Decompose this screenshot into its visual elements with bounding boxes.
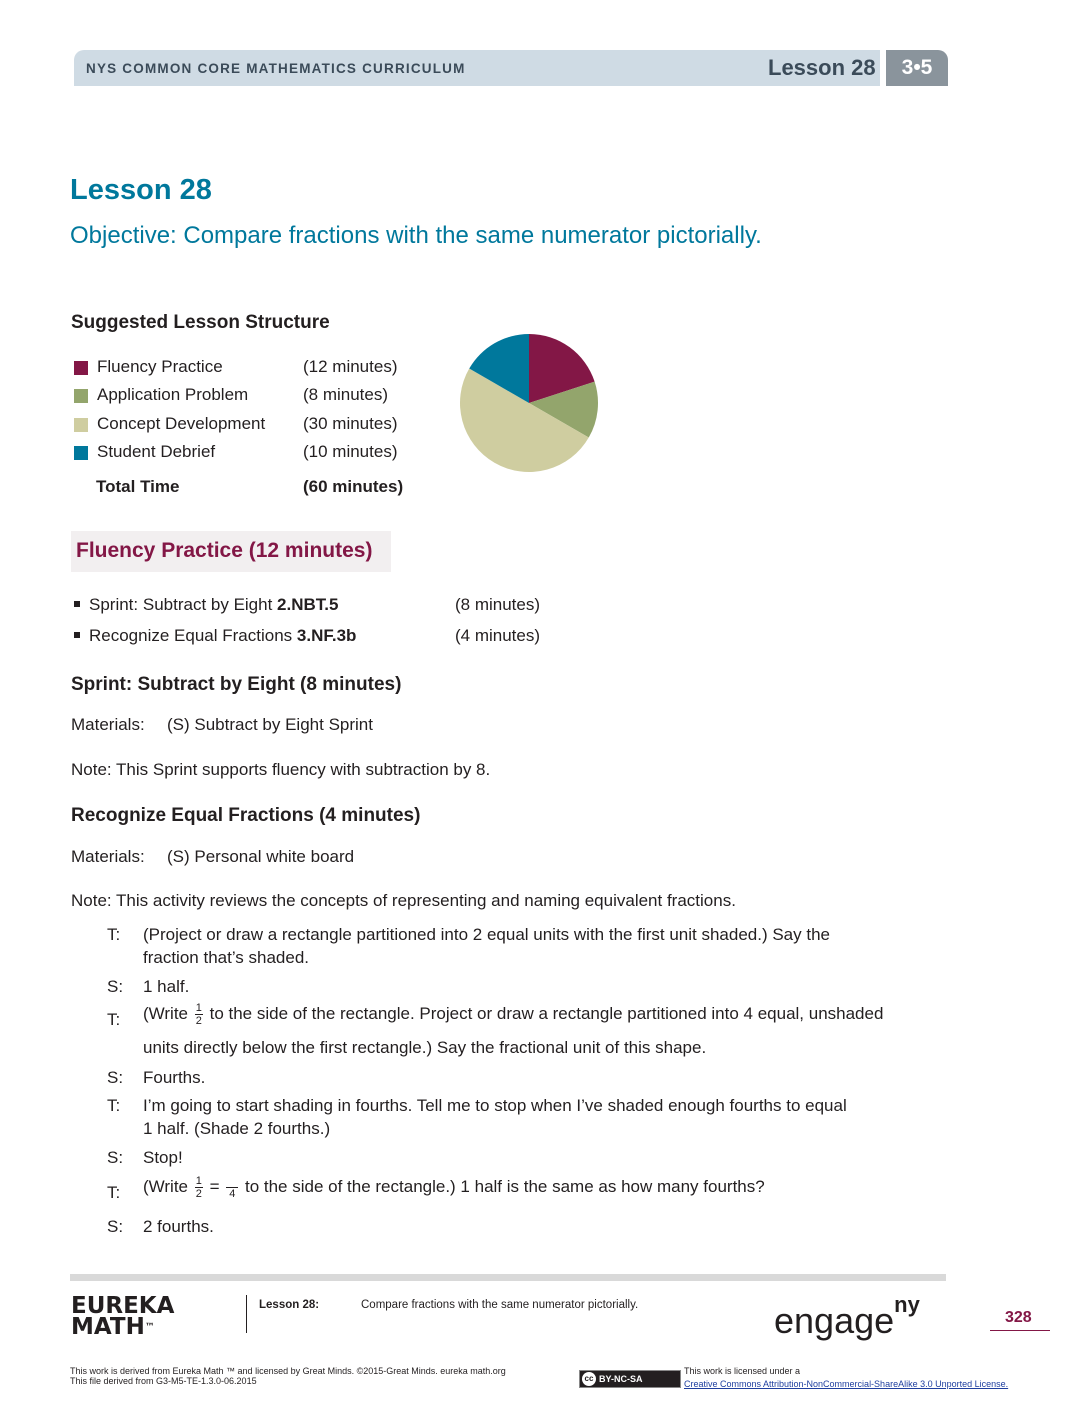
fraction-blank — [226, 1175, 238, 1200]
fluency-item-code: 3.NF.3b — [296, 626, 357, 645]
credit-line: This work is derived from Eureka Math ™ and licensed by Great Minds. ©2015-Great Minds. eureka math.org — [70, 1366, 506, 1376]
total-time: (60 minutes) — [303, 477, 404, 496]
dialogue-text: to the side of the rectangle. Project or draw a rectangle partitioned into 4 equal, unshaded — [204, 1003, 884, 1023]
speaker: S: — [107, 977, 124, 996]
cc-icon: cc — [582, 1372, 596, 1386]
module-badge: 3•5 — [886, 50, 948, 86]
fraction-denominator: 2 — [195, 1015, 202, 1027]
fluency-item — [89, 626, 356, 646]
dialogue-line: (Project or draw a rectangle partitioned into 2 equal units with the first unit shaded.) Say the — [143, 925, 830, 944]
fluency-item-code: 2.NBT.5 — [277, 595, 339, 614]
dialogue-text: (Write — [143, 1003, 193, 1023]
structure-item-time: (12 minutes) — [303, 357, 398, 376]
dialogue-text: (Write — [143, 1176, 193, 1196]
engageny-logo — [774, 1292, 920, 1342]
sprint-materials: (S) Subtract by Eight Sprint — [167, 715, 373, 734]
structure-item-time: (30 minutes) — [303, 414, 398, 433]
footer-divider — [70, 1274, 946, 1281]
structure-heading: Suggested Lesson Structure — [71, 312, 330, 333]
fraction-numerator: 1 — [195, 1175, 202, 1187]
legend-swatch-fluency — [74, 361, 88, 375]
bullet-icon — [74, 632, 80, 638]
fraction-numerator — [226, 1175, 238, 1188]
footer-lesson-desc: Compare fractions with the same numerator pictorially. — [361, 1299, 639, 1311]
structure-item-label: Concept Development — [97, 414, 266, 433]
fraction — [195, 1175, 203, 1200]
dialogue-text: to the side of the rectangle.) 1 half is the same as how many fourths? — [240, 1176, 765, 1196]
fluency-item-text: Recognize Equal Fractions — [89, 626, 297, 645]
legend-swatch-application — [74, 389, 88, 403]
cc-badge-text: BY-NC-SA — [599, 1374, 643, 1384]
fraction — [195, 1002, 203, 1027]
logo-line: EUREKA — [71, 1293, 175, 1319]
legend-swatch-concept — [74, 418, 88, 432]
structure-item-label: Application Problem — [97, 385, 249, 404]
page-title: Lesson 28 — [70, 174, 212, 206]
license-line: This work is licensed under a — [684, 1366, 801, 1376]
recognize-note: Note: This activity reviews the concepts of representing and naming equivalent fractions. — [71, 891, 736, 910]
trademark: ™ — [144, 1322, 155, 1333]
page-number-underline — [990, 1330, 1050, 1331]
objective: Objective: Compare fractions with the same numerator pictorially. — [70, 222, 762, 249]
speaker: S: — [107, 1068, 124, 1087]
dialogue-line: I’m going to start shading in fourths. Tell me to stop when I’ve shaded enough fourths to equal — [143, 1096, 847, 1115]
dialogue-line — [143, 1175, 765, 1200]
dialogue-line: 2 fourths. — [143, 1217, 214, 1236]
engage-text: engage — [774, 1300, 895, 1341]
header-lesson: Lesson 28 — [768, 55, 876, 80]
dialogue-line: 1 half. — [143, 977, 190, 996]
logo-line: MATH — [71, 1314, 145, 1340]
fraction-numerator: 1 — [195, 1002, 202, 1014]
structure-item-label: Fluency Practice — [97, 357, 223, 376]
structure-item-time: (10 minutes) — [303, 442, 398, 461]
page-number: 328 — [1005, 1309, 1032, 1326]
sprint-heading: Sprint: Subtract by Eight (8 minutes) — [71, 674, 402, 695]
speaker: T: — [107, 1010, 121, 1029]
fraction-denominator: 2 — [195, 1188, 202, 1200]
speaker: T: — [107, 925, 121, 944]
dialogue-line: Stop! — [143, 1148, 183, 1167]
eureka-math-logo — [71, 1293, 175, 1340]
structure-item-time: (8 minutes) — [303, 385, 389, 404]
dialogue-line: 1 half. (Shade 2 fourths.) — [143, 1119, 331, 1138]
fluency-item — [89, 595, 338, 615]
footer-separator — [246, 1295, 247, 1333]
lesson-pie-chart — [458, 332, 600, 474]
speaker: T: — [107, 1183, 121, 1202]
total-label: Total Time — [96, 477, 180, 496]
dialogue-line — [143, 1002, 883, 1027]
recognize-materials-label: Materials: — [71, 847, 145, 866]
fluency-item-text: Sprint: Subtract by Eight — [89, 595, 278, 614]
equals-sign: = — [204, 1176, 225, 1196]
ny-text: ny — [894, 1292, 920, 1317]
footer-lesson-label: Lesson 28: — [259, 1299, 320, 1311]
speaker: S: — [107, 1148, 124, 1167]
legend-swatch-debrief — [74, 446, 88, 460]
dialogue-line: units directly below the first rectangle.) Say the fractional unit of this shape. — [143, 1038, 707, 1057]
credit-line: This file derived from G3-M5-TE-1.3.0-06.2015 — [70, 1376, 257, 1386]
bullet-icon — [74, 601, 80, 607]
fluency-item-time: (4 minutes) — [455, 626, 541, 645]
dialogue-line: Fourths. — [143, 1068, 206, 1087]
fluency-heading: Fluency Practice (12 minutes) — [76, 539, 373, 562]
speaker: S: — [107, 1217, 124, 1236]
fluency-item-time: (8 minutes) — [455, 595, 541, 614]
structure-item-label: Student Debrief — [97, 442, 216, 461]
sprint-materials-label: Materials: — [71, 715, 145, 734]
speaker: T: — [107, 1096, 121, 1115]
fraction-denominator: 4 — [229, 1188, 236, 1200]
dialogue-line: fraction that’s shaded. — [143, 948, 310, 967]
recognize-heading: Recognize Equal Fractions (4 minutes) — [71, 805, 421, 826]
recognize-materials: (S) Personal white board — [167, 847, 355, 866]
cc-license-badge[interactable] — [579, 1370, 681, 1388]
license-link[interactable]: Creative Commons Attribution-NonCommercial-ShareAlike 3.0 Unported License. — [684, 1379, 1009, 1389]
curriculum-label: NYS COMMON CORE MATHEMATICS CURRICULUM — [86, 61, 466, 76]
sprint-note: Note: This Sprint supports fluency with subtraction by 8. — [71, 760, 491, 779]
